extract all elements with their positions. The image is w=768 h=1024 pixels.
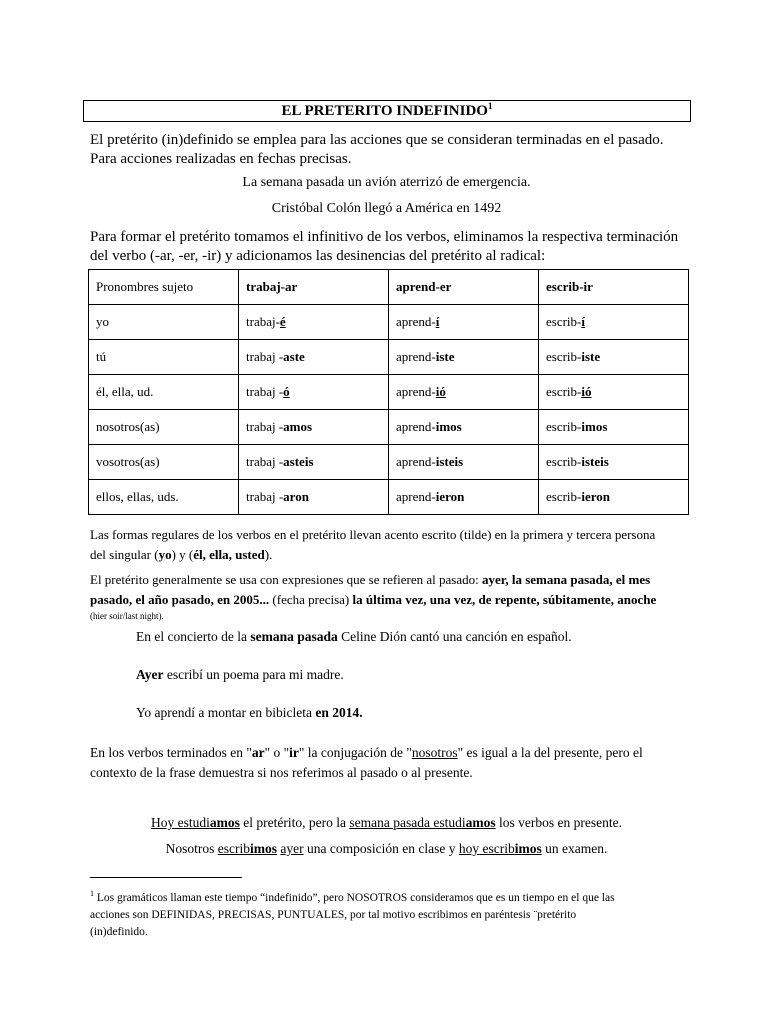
text: En los verbos terminados en " xyxy=(90,745,252,760)
ending: í xyxy=(435,314,440,329)
stem: escrib- xyxy=(546,489,582,504)
text: ) y ( xyxy=(171,547,194,562)
text-bold: ar xyxy=(251,745,265,760)
er-cell xyxy=(389,445,539,480)
stem: trabaj - xyxy=(246,419,284,434)
text: Yo aprendí a montar en bibicleta xyxy=(136,705,316,720)
er-cell xyxy=(389,305,539,340)
header-er xyxy=(389,270,539,305)
stem: trabaj- xyxy=(246,314,280,329)
er-cell xyxy=(389,410,539,445)
expressions-note xyxy=(90,570,690,622)
text: ). xyxy=(264,547,273,562)
table-row xyxy=(89,305,689,340)
footnote xyxy=(90,885,680,941)
table-row xyxy=(89,410,689,445)
er-cell xyxy=(389,340,539,375)
stem: aprend- xyxy=(396,454,436,469)
ending: amos xyxy=(283,419,313,434)
ir-cell xyxy=(539,375,689,410)
ar-cell xyxy=(239,375,389,410)
ending: iste xyxy=(435,349,455,364)
example-sentence-2 xyxy=(136,667,344,683)
header-ar xyxy=(239,270,389,305)
ir-cell xyxy=(539,340,689,375)
footnote-mark: 1 xyxy=(90,889,94,898)
ar-cell xyxy=(239,480,389,515)
ending: aron xyxy=(283,489,309,504)
pronoun-cell: vosotros(as) xyxy=(89,445,239,480)
text-bold: semana pasada xyxy=(250,629,338,644)
expressions-line-3: (hier soir/last night). xyxy=(90,611,164,621)
formation-line-1: Para formar el pretérito tomamos el infinitivo de los verbos, eliminamos la respectiva terminación xyxy=(90,229,679,245)
text-bold: yo xyxy=(158,547,172,562)
text-bold: imos xyxy=(514,841,542,856)
text: Nosotros xyxy=(165,841,218,856)
text: un examen. xyxy=(541,841,608,856)
ar-cell xyxy=(239,445,389,480)
text-bold: amos xyxy=(465,815,496,830)
er-cell xyxy=(389,480,539,515)
ending: ieron xyxy=(581,489,611,504)
text-underlined: escrib xyxy=(217,841,251,856)
text-bold: imos xyxy=(250,841,278,856)
formation-paragraph xyxy=(90,228,683,266)
accent-line-1: Las formas regulares de los verbos en el pretérito llevan acento escrito (tilde) en la primera y tercera persona xyxy=(90,527,656,542)
ending: isteis xyxy=(435,454,464,469)
footnote-line-3: (in)definido. xyxy=(90,925,148,938)
ending: isteis xyxy=(581,454,609,469)
table-header-row xyxy=(89,270,689,305)
footnote-line-1 xyxy=(90,885,680,907)
text: del singular ( xyxy=(90,547,159,562)
stem: aprend- xyxy=(396,384,436,399)
ending: asteis xyxy=(283,454,314,469)
text-underlined: nosotros xyxy=(411,745,458,760)
ending: ió xyxy=(581,384,592,399)
text-underlined: ayer xyxy=(280,841,304,856)
example-sentence-3 xyxy=(136,705,363,721)
stem: aprend- xyxy=(396,349,436,364)
er-cell xyxy=(389,375,539,410)
table-row xyxy=(89,445,689,480)
intro-example-1: La semana pasada un avión aterrizó de emergencia. xyxy=(242,175,531,190)
intro-example-2: Cristóbal Colón llegó a América en 1492 xyxy=(271,201,502,216)
ir-cell xyxy=(539,410,689,445)
header-ir xyxy=(539,270,689,305)
title-footnote-mark[interactable]: 1 xyxy=(487,101,493,111)
table-row xyxy=(89,340,689,375)
example-sentence-1 xyxy=(136,629,572,645)
stem: aprend- xyxy=(396,314,436,329)
text-bold: ir xyxy=(289,745,299,760)
text: (fecha precisa) xyxy=(269,592,353,607)
ar-cell xyxy=(239,410,389,445)
ending: í xyxy=(581,314,585,329)
text-bold: en 2014. xyxy=(315,705,363,720)
stem: escrib- xyxy=(546,419,582,434)
final-example-2 xyxy=(90,841,683,857)
ending: iste xyxy=(581,349,601,364)
expressions-line-2 xyxy=(90,590,690,610)
nosotros-line-1 xyxy=(90,743,683,763)
stem: escrib- xyxy=(546,454,582,469)
pronoun-cell: yo xyxy=(89,305,239,340)
expressions-line-1 xyxy=(90,570,690,590)
pronoun-cell: ellos, ellas, uds. xyxy=(89,480,239,515)
stem: trabaj - xyxy=(246,349,284,364)
text-bold: pasado, el año pasado, en 2005... xyxy=(90,592,270,607)
header-ar-text: trabaj-ar xyxy=(246,279,298,294)
accent-line-2 xyxy=(90,545,690,565)
text: el pretérito, pero la xyxy=(239,815,350,830)
accent-note xyxy=(90,525,690,565)
ar-cell xyxy=(239,305,389,340)
text: " es igual a la del presente, pero el xyxy=(457,745,643,760)
text-bold: él, ella, usted xyxy=(193,547,265,562)
text-underlined: hoy xyxy=(458,841,480,856)
text: El pretérito generalmente se usa con expresiones que se refieren al pasado: xyxy=(90,572,482,587)
ending: é xyxy=(279,314,286,329)
ir-cell xyxy=(539,480,689,515)
text: " o " xyxy=(264,745,290,760)
header-er-text: aprend-er xyxy=(396,279,452,294)
text-underlined: semana pasada xyxy=(349,815,430,830)
ir-cell xyxy=(539,305,689,340)
footnote-line-2: acciones son DEFINIDAS, PRECISAS, PUNTUALES, por tal motivo escribimos en paréntesis ¨pretérito xyxy=(90,908,577,921)
text-underlined: Hoy xyxy=(151,815,175,830)
text: Celine Dión cantó una canción en español. xyxy=(337,629,572,644)
text-bold: la última vez, una vez, de repente, súbitamente, anoche xyxy=(352,592,657,607)
ending: aste xyxy=(283,349,305,364)
pronoun-cell: tú xyxy=(89,340,239,375)
nosotros-note xyxy=(90,743,683,783)
ar-cell xyxy=(239,340,389,375)
table-row xyxy=(89,480,689,515)
intro-line-2: Para acciones realizadas en fechas precisas. xyxy=(90,151,352,167)
text: Los gramáticos llaman este tiempo “indefinido”, pero NOSOTROS consideramos que es un tiempo en el que las xyxy=(94,891,615,904)
stem: aprend- xyxy=(396,489,436,504)
ir-cell xyxy=(539,445,689,480)
nosotros-line-2: contexto de la frase demuestra si nos referimos al pasado o al presente. xyxy=(90,765,473,780)
text-bold: ayer, la semana pasada, el mes xyxy=(482,572,651,587)
text: escribí un poema para mi madre. xyxy=(163,667,344,682)
header-pronouns: Pronombres sujeto xyxy=(89,270,239,305)
text-bold: amos xyxy=(209,815,240,830)
stem: escrib- xyxy=(546,314,582,329)
stem: trabaj - xyxy=(246,489,284,504)
header-ir-text: escrib-ir xyxy=(546,279,593,294)
stem: escrib- xyxy=(546,384,582,399)
ending: imos xyxy=(581,419,608,434)
ending: ieron xyxy=(435,489,465,504)
final-example-1 xyxy=(90,815,683,831)
text: " la conjugación de " xyxy=(298,745,412,760)
intro-paragraph xyxy=(90,131,683,169)
text: En el concierto de la xyxy=(136,629,251,644)
pronoun-cell: él, ella, ud. xyxy=(89,375,239,410)
text: los verbos en presente. xyxy=(495,815,622,830)
ending: ó xyxy=(283,384,290,399)
title-text: EL PRETERITO INDEFINIDO xyxy=(281,103,488,119)
ending: ió xyxy=(435,384,446,399)
pronoun-cell: nosotros(as) xyxy=(89,410,239,445)
stem: escrib- xyxy=(546,349,582,364)
text-bold: Ayer xyxy=(136,667,164,682)
text-underlined: escrib xyxy=(479,841,515,856)
conjugation-table xyxy=(88,269,689,515)
text-underlined: estudi xyxy=(174,815,210,830)
text-underlined: estudi xyxy=(429,815,466,830)
intro-line-1: El pretérito (in)definido se emplea para las acciones que se consideran terminadas en el pasado. xyxy=(90,132,664,148)
page-title xyxy=(83,100,691,122)
stem: trabaj - xyxy=(246,384,284,399)
footnote-divider xyxy=(90,877,242,878)
ending: imos xyxy=(435,419,462,434)
stem: trabaj - xyxy=(246,454,284,469)
stem: aprend- xyxy=(396,419,436,434)
formation-line-2: del verbo (-ar, -er, -ir) y adicionamos las desinencias del pretérito al radical: xyxy=(90,248,546,264)
text: una composición en clase y xyxy=(303,841,459,856)
table-row xyxy=(89,375,689,410)
